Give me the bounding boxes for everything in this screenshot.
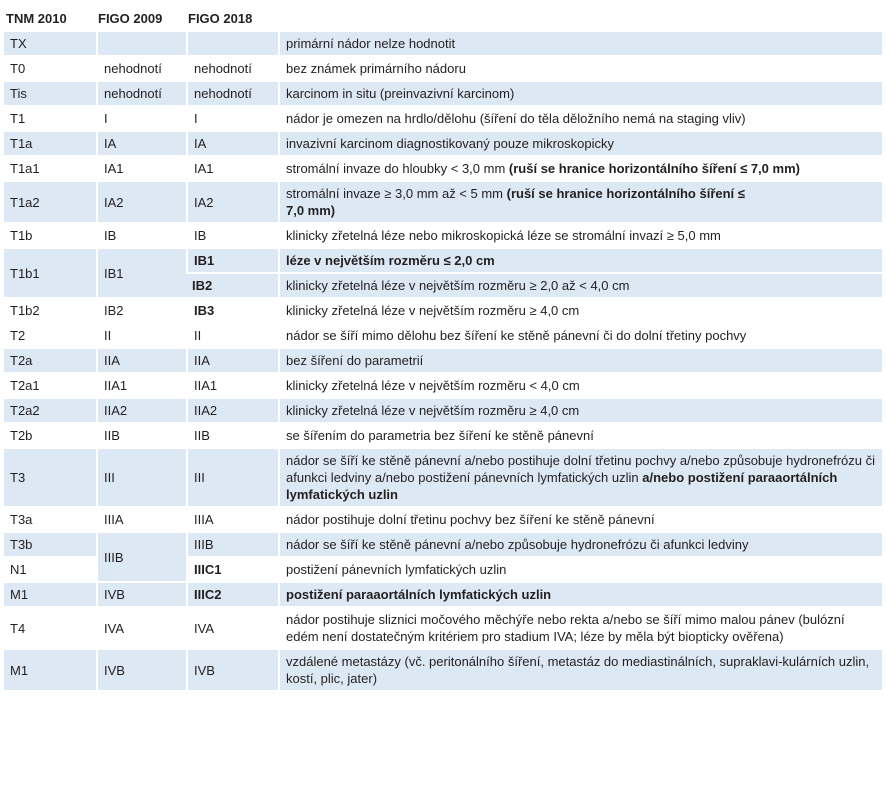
figo2009-cell: III bbox=[96, 449, 186, 508]
description-cell bbox=[278, 449, 882, 508]
description-cell: klinicky zřetelná léze v největším rozměru ≥ 4,0 cm bbox=[278, 399, 882, 424]
description-cell: postižení paraaortálních lymfatických uzlin bbox=[278, 583, 882, 608]
description-cell bbox=[278, 182, 882, 224]
tnm-cell: T3 bbox=[4, 449, 96, 508]
tnm-cell: T3b bbox=[4, 533, 96, 558]
description-cell: klinicky zřetelná léze v největším rozměru ≥ 2,0 až < 4,0 cm bbox=[278, 274, 882, 299]
table-row bbox=[4, 249, 882, 274]
tnm-cell: T4 bbox=[4, 608, 96, 650]
tnm-cell: T2 bbox=[4, 324, 96, 349]
figo2009-cell: IIIB bbox=[96, 533, 186, 583]
tnm-cell: M1 bbox=[4, 650, 96, 692]
figo2009-cell: IIA1 bbox=[96, 374, 186, 399]
description-cell: karcinom in situ (preinvazivní karcinom) bbox=[278, 82, 882, 107]
figo2018-cell: III bbox=[186, 449, 278, 508]
table-row bbox=[4, 107, 882, 132]
figo2009-cell: IA2 bbox=[96, 182, 186, 224]
table-row bbox=[4, 157, 882, 182]
description-text: nádor se šíří ke stěně pánevní a/nebo postihuje dolní třetinu pochvy a/nebo způsobuje hydronefrózu či afunkci ledviny a/nebo postižení pánevních lymfatických uzlin bbox=[286, 453, 875, 485]
description-cell: klinicky zřetelná léze v největším rozměru < 4,0 cm bbox=[278, 374, 882, 399]
figo2018-cell: IA2 bbox=[186, 182, 278, 224]
figo2009-cell: nehodnotí bbox=[96, 57, 186, 82]
figo2018-cell: IB1 bbox=[186, 249, 278, 274]
table-row bbox=[4, 224, 882, 249]
description-cell bbox=[278, 157, 882, 182]
figo2018-cell: nehodnotí bbox=[186, 82, 278, 107]
table-row bbox=[4, 349, 882, 374]
figo2018-cell: IIIB bbox=[186, 533, 278, 558]
description-cell: vzdálené metastázy (vč. peritonálního šíření, metastáz do mediastinálních, supraklavi-kulárních uzlin, kostí, plic, jater) bbox=[278, 650, 882, 692]
staging-table-document bbox=[4, 6, 882, 692]
description-cell: klinicky zřetelná léze v největším rozměru ≥ 4,0 cm bbox=[278, 299, 882, 324]
tnm-cell: T2a2 bbox=[4, 399, 96, 424]
description-bold-text: (ruší se hranice horizontálního šíření ≤ 7,0 mm) bbox=[508, 161, 800, 176]
staging-table bbox=[4, 6, 882, 692]
figo2018-cell: IVB bbox=[186, 650, 278, 692]
tnm-cell: TX bbox=[4, 32, 96, 57]
tnm-cell: N1 bbox=[4, 558, 96, 583]
tnm-cell: T2a bbox=[4, 349, 96, 374]
table-row bbox=[4, 182, 882, 224]
figo2018-cell: IIIA bbox=[186, 508, 278, 533]
figo2018-cell: II bbox=[186, 324, 278, 349]
description-cell: nádor postihuje sliznici močového měchýře nebo rekta a/nebo se šíří mimo malou pánev (bulózní edém není dostatečným kritériem pro stadium IVA; léze by měla být biopticky ověřena) bbox=[278, 608, 882, 650]
figo2018-cell: IB2 bbox=[186, 274, 278, 299]
table-row bbox=[4, 449, 882, 508]
table-row bbox=[4, 57, 882, 82]
description-text: stromální invaze ≥ 3,0 mm až < 5 mm bbox=[286, 186, 507, 201]
table-row bbox=[4, 399, 882, 424]
table-row bbox=[4, 608, 882, 650]
description-cell: postižení pánevních lymfatických uzlin bbox=[278, 558, 882, 583]
table-row bbox=[4, 32, 882, 57]
figo2018-cell: IB bbox=[186, 224, 278, 249]
header-figo-2009: FIGO 2009 bbox=[98, 10, 163, 26]
figo2009-cell: I bbox=[96, 107, 186, 132]
table-row bbox=[4, 299, 882, 324]
tnm-cell: Tis bbox=[4, 82, 96, 107]
figo2009-cell: IA1 bbox=[96, 157, 186, 182]
header-description bbox=[278, 6, 882, 32]
tnm-cell: T2b bbox=[4, 424, 96, 449]
table-row bbox=[4, 533, 882, 558]
figo2009-cell: IIA bbox=[96, 349, 186, 374]
figo2009-cell: IVB bbox=[96, 583, 186, 608]
figo2009-cell: IVB bbox=[96, 650, 186, 692]
figo2018-cell: IB3 bbox=[186, 299, 278, 324]
tnm-cell: T1a bbox=[4, 132, 96, 157]
description-cell: bez známek primárního nádoru bbox=[278, 57, 882, 82]
figo2009-cell: IIIA bbox=[96, 508, 186, 533]
figo2018-cell bbox=[186, 32, 278, 57]
table-header-row bbox=[4, 6, 882, 32]
header-tnm-2010: TNM 2010 bbox=[6, 10, 67, 26]
figo2009-cell: II bbox=[96, 324, 186, 349]
table-row bbox=[4, 324, 882, 349]
tnm-cell: T1b1 bbox=[4, 249, 96, 299]
figo2009-cell: IB2 bbox=[96, 299, 186, 324]
tnm-cell: T1b2 bbox=[4, 299, 96, 324]
table-row bbox=[4, 508, 882, 533]
description-cell: bez šíření do parametrií bbox=[278, 349, 882, 374]
figo2018-cell: IIIC2 bbox=[186, 583, 278, 608]
description-cell: invazivní karcinom diagnostikovaný pouze mikroskopicky bbox=[278, 132, 882, 157]
description-cell: nádor se šíří ke stěně pánevní a/nebo způsobuje hydronefrózu či afunkci ledviny bbox=[278, 533, 882, 558]
figo2009-cell: IB bbox=[96, 224, 186, 249]
figo2009-cell bbox=[96, 32, 186, 57]
table-row bbox=[4, 82, 882, 107]
tnm-cell: T1b bbox=[4, 224, 96, 249]
figo2009-cell: nehodnotí bbox=[96, 82, 186, 107]
tnm-cell: T1a2 bbox=[4, 182, 96, 224]
figo2018-cell: IA bbox=[186, 132, 278, 157]
figo2009-cell: IIA2 bbox=[96, 399, 186, 424]
table-row bbox=[4, 583, 882, 608]
figo2018-cell: IVA bbox=[186, 608, 278, 650]
figo2009-cell: IB1 bbox=[96, 249, 186, 299]
figo2018-cell: IIA2 bbox=[186, 399, 278, 424]
description-cell: nádor postihuje dolní třetinu pochvy bez šíření ke stěně pánevní bbox=[278, 508, 882, 533]
description-text: stromální invaze do hloubky < 3,0 mm bbox=[286, 161, 509, 176]
figo2009-cell: IA bbox=[96, 132, 186, 157]
description-bold-text: a/nebo postižení paraaortálních lymfatických uzlin bbox=[286, 470, 838, 502]
table-row bbox=[4, 132, 882, 157]
description-cell: klinicky zřetelná léze nebo mikroskopická léze se stromální invazí ≥ 5,0 mm bbox=[278, 224, 882, 249]
figo2018-cell: IIA bbox=[186, 349, 278, 374]
figo2018-cell: IA1 bbox=[186, 157, 278, 182]
description-cell: se šířením do parametria bez šíření ke stěně pánevní bbox=[278, 424, 882, 449]
header-figo-2018: FIGO 2018 bbox=[188, 10, 253, 26]
description-cell: nádor se šíří mimo dělohu bez šíření ke stěně pánevní či do dolní třetiny pochvy bbox=[278, 324, 882, 349]
description-cell: nádor je omezen na hrdlo/dělohu (šíření do těla děložního nemá na staging vliv) bbox=[278, 107, 882, 132]
table-row bbox=[4, 424, 882, 449]
figo2009-cell: IIB bbox=[96, 424, 186, 449]
tnm-cell: T3a bbox=[4, 508, 96, 533]
figo2018-cell: IIA1 bbox=[186, 374, 278, 399]
description-cell: léze v největším rozměru ≤ 2,0 cm bbox=[278, 249, 882, 274]
figo2018-cell: IIB bbox=[186, 424, 278, 449]
tnm-cell: T1a1 bbox=[4, 157, 96, 182]
tnm-cell: T1 bbox=[4, 107, 96, 132]
description-bold-text: (ruší se hranice horizontálního šíření ≤ 7,0 mm) bbox=[286, 186, 745, 218]
description-cell: primární nádor nelze hodnotit bbox=[278, 32, 882, 57]
figo2018-cell: IIIC1 bbox=[186, 558, 278, 583]
figo2018-cell: nehodnotí bbox=[186, 57, 278, 82]
tnm-cell: T0 bbox=[4, 57, 96, 82]
table-row bbox=[4, 650, 882, 692]
figo2018-cell: I bbox=[186, 107, 278, 132]
tnm-cell: T2a1 bbox=[4, 374, 96, 399]
tnm-cell: M1 bbox=[4, 583, 96, 608]
figo2009-cell: IVA bbox=[96, 608, 186, 650]
table-row bbox=[4, 374, 882, 399]
